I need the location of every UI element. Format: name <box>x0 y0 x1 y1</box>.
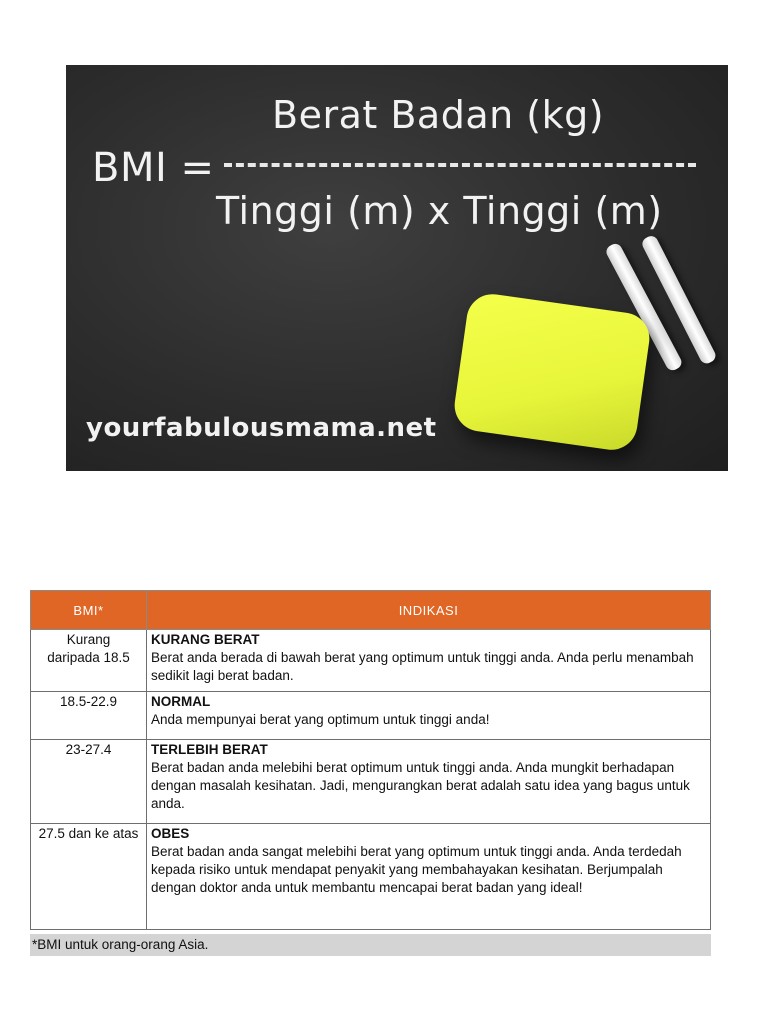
formula-denominator: Tinggi (m) x Tinggi (m) <box>216 189 663 233</box>
indication-cell <box>147 630 711 692</box>
table-row <box>31 630 711 692</box>
indication-title: KURANG BERAT <box>151 632 260 647</box>
chalkboard-banner <box>66 65 728 471</box>
website-watermark: yourfabulousmama.net <box>86 413 437 443</box>
indication-description: Berat badan anda sangat melebihi berat yang optimum untuk tinggi anda. Anda terdedah kepada risiko untuk mendapat penyakit yang membahayakan kesihatan. Berjumpalah dengan doktor anda untuk membantu mencapai berat badan yang ideal! <box>151 844 682 895</box>
bmi-range: 18.5-22.9 <box>31 692 147 740</box>
fraction-line <box>224 163 696 167</box>
eraser-icon <box>451 291 652 453</box>
formula-numerator: Berat Badan (kg) <box>272 93 605 137</box>
indication-description: Anda mempunyai berat yang optimum untuk tinggi anda! <box>151 712 490 727</box>
bmi-range: 27.5 dan ke atas <box>31 824 147 930</box>
indication-cell <box>147 740 711 824</box>
formula-label: BMI = <box>92 145 215 191</box>
table-row <box>31 824 711 930</box>
table-row <box>31 692 711 740</box>
bmi-range: Kurang daripada 18.5 <box>31 630 147 692</box>
bmi-range: 23-27.4 <box>31 740 147 824</box>
header-bmi: BMI* <box>31 591 147 630</box>
indication-title: TERLEBIH BERAT <box>151 742 268 757</box>
chalk-stick-icon <box>640 234 718 366</box>
indication-description: Berat badan anda melebihi berat optimum untuk tinggi anda. Anda mungkit berhadapan dengan masalah kesihatan. Jadi, mengurangkan berat adalah satu idea yang bagus untuk anda. <box>151 760 690 811</box>
table-footnote: *BMI untuk orang-orang Asia. <box>30 934 711 956</box>
bmi-table <box>30 590 711 930</box>
indication-description: Berat anda berada di bawah berat yang optimum untuk tinggi anda. Anda perlu menambah sedikit lagi berat badan. <box>151 650 694 683</box>
indication-title: NORMAL <box>151 694 211 709</box>
indication-title: OBES <box>151 826 190 841</box>
indication-cell <box>147 824 711 930</box>
table-header-row <box>31 591 711 630</box>
indication-cell <box>147 692 711 740</box>
header-indikasi: INDIKASI <box>147 591 711 630</box>
table-row <box>31 740 711 824</box>
